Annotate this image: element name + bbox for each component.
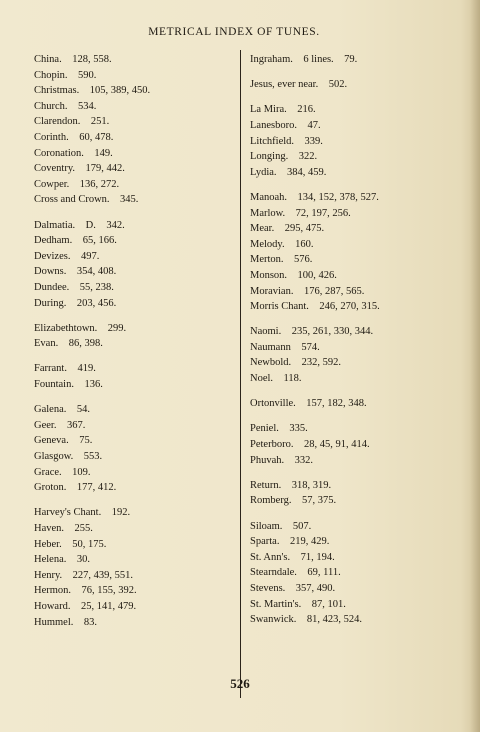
index-entry: Galena. 54. [34, 404, 90, 416]
index-entry: Sparta. 219, 429. [250, 536, 330, 548]
index-entry: Swanwick. 81, 423, 524. [250, 614, 362, 626]
index-entry: Monson. 100, 426. [250, 269, 337, 281]
index-entry: Merton. 576. [250, 254, 313, 266]
index-entry: Geneva. 75. [34, 435, 93, 447]
index-entry: Naomi. 235, 261, 330, 344. [250, 326, 374, 338]
index-entry: Devizes. 497. [34, 250, 100, 262]
index-entry: Ortonville. 157, 182, 348. [250, 398, 367, 410]
index-entry: Coventry. 179, 442. [34, 163, 125, 175]
index-entry: Helena. 30. [34, 554, 90, 566]
index-entry: Lydia. 384, 459. [250, 166, 327, 178]
index-entry: Chopin. 590. [34, 69, 97, 81]
index-entry: Stevens. 357, 490. [250, 582, 336, 594]
index-entry: China. 128, 558. [34, 54, 112, 65]
index-entry: Newbold. 232, 592. [250, 357, 341, 369]
index-entry: Marlow. 72, 197, 256. [250, 207, 351, 219]
index-entry: Siloam. 507. [250, 520, 312, 532]
index-entry: Howard. 25, 141, 479. [34, 600, 137, 612]
index-entry: Glasgow. 553. [34, 451, 103, 463]
index-entry: Manoah. 134, 152, 378, 527. [250, 191, 379, 203]
index-entry: La Mira. 216. [250, 104, 316, 116]
index-entry: Dedham. 65, 166. [34, 235, 117, 247]
index-entry: Lanesboro. 47. [250, 119, 321, 131]
index-entry: Mear. 295, 475. [250, 223, 325, 235]
index-entry: Ingraham. 6 lines. 79. [250, 54, 358, 65]
index-entry: Heber. 50, 175. [34, 538, 107, 550]
index-entry: Dundee. 55, 238. [34, 281, 114, 293]
index-entry: Litchfield. 339. [250, 135, 323, 147]
index-entry: Naumann 574. [250, 341, 320, 353]
index-entry: Dalmatia. D. 342. [34, 219, 125, 231]
index-entry: Cross and Crown. 345. [34, 194, 139, 206]
right-index-column [250, 52, 460, 628]
index-entry: Downs. 354, 408. [34, 266, 117, 278]
index-entry: Haven. 255. [34, 523, 93, 534]
index-entry: Coronation. 149. [34, 147, 113, 159]
page-number: 526 [230, 676, 250, 691]
index-entry: St. Martin's. 87, 101. [250, 598, 346, 610]
index-entry: Henry. 227, 439, 551. [34, 569, 134, 581]
index-entry: Peterboro. 28, 45, 91, 414. [250, 439, 370, 451]
index-entry: Noel. 118. [250, 373, 302, 385]
index-entry: Corinth. 60, 478. [34, 131, 114, 143]
index-entry: Stearndale. 69, 111. [250, 567, 341, 579]
index-entry: Hermon. 76, 155, 392. [34, 585, 137, 597]
index-entry: Geer. 367. [34, 419, 86, 431]
index-entry: Romberg. 57, 375. [250, 495, 337, 507]
column-divider [240, 50, 241, 698]
index-entry: Return. 318, 319. [250, 479, 332, 491]
index-entry: Peniel. 335. [250, 423, 308, 435]
index-entry: Jesus, ever near. 502. [250, 79, 348, 91]
page-header: METRICAL INDEX OF TUNES. [148, 26, 320, 38]
left-index-column [34, 52, 234, 630]
page-edge-shadow [470, 0, 480, 732]
index-entry: Groton. 177, 412. [34, 482, 117, 494]
index-entry: During. 203, 456. [34, 297, 117, 309]
index-entry: Harvey's Chant. 192. [34, 507, 131, 519]
index-entry: Farrant. 419. [34, 363, 96, 375]
index-entry: Moravian. 176, 287, 565. [250, 285, 365, 297]
index-entry: Grace. 109. [34, 466, 91, 478]
index-entry: Cowper. 136, 272. [34, 178, 120, 190]
index-entry: Evan. 86, 398. [34, 338, 103, 350]
index-entry: Phuvah. 332. [250, 454, 313, 466]
index-entry: St. Ann's. 71, 194. [250, 551, 335, 563]
index-entry: Clarendon. 251. [34, 116, 110, 128]
index-entry: Longing. 322. [250, 151, 318, 163]
index-entry: Morris Chant. 246, 270, 315. [250, 301, 380, 313]
index-entry: Melody. 160. [250, 238, 314, 250]
index-entry: Fountain. 136. [34, 379, 103, 391]
index-entry: Christmas. 105, 389, 450. [34, 85, 151, 97]
index-entry: Hummel. 83. [34, 616, 97, 628]
index-entry: Elizabethtown. 299. [34, 322, 127, 334]
index-entry: Church. 534. [34, 100, 97, 112]
